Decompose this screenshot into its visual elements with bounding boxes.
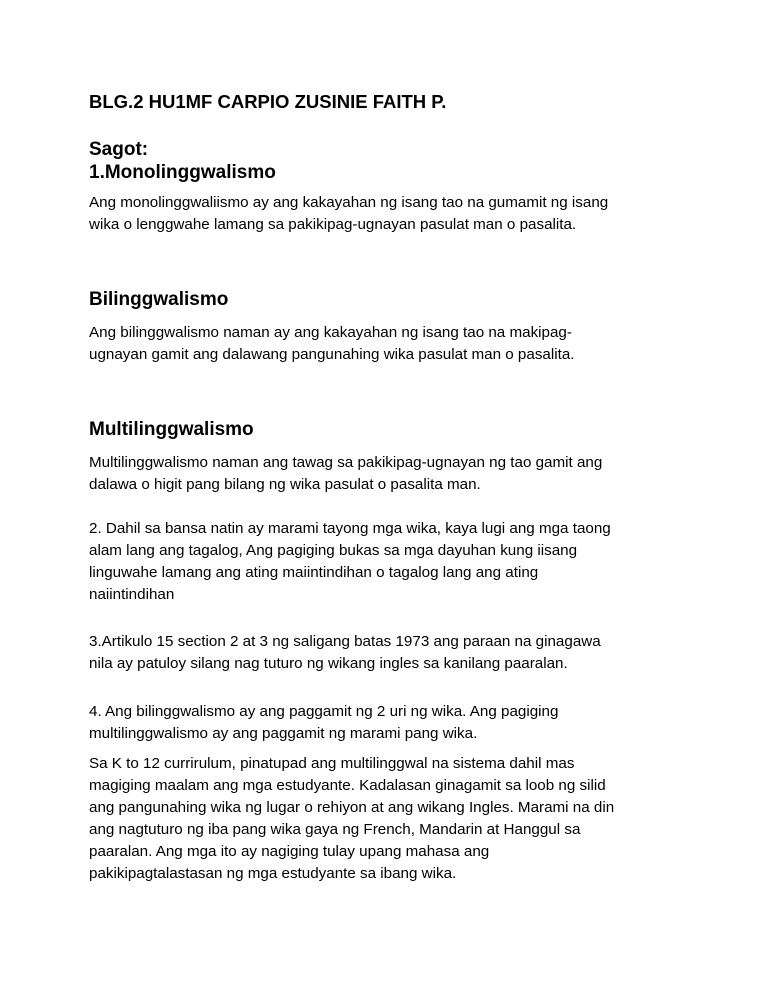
answers-label: Sagot: bbox=[89, 139, 149, 160]
text-line: alam lang ang tagalog, Ang pagiging bukas sa mga dayuhan kung iisang bbox=[89, 542, 578, 559]
text-line: ang nagtuturo ng iba pang wika gaya ng French, Mandarin at Hanggul sa bbox=[89, 821, 581, 838]
text-line: 4. Ang bilinggwalismo ay ang paggamit ng 2 uri ng wika. Ang pagiging bbox=[89, 703, 559, 720]
text-line: Sa K to 12 currirulum, pinatupad ang multilinggwal na sistema dahil mas bbox=[89, 755, 575, 772]
text-line: dalawa o higit pang bilang ng wika pasulat o pasalita man. bbox=[89, 476, 481, 493]
text-line: naiintindihan bbox=[89, 586, 175, 603]
text-line: 3.Artikulo 15 section 2 at 3 ng saligang batas 1973 ang paraan na ginagawa bbox=[89, 633, 601, 650]
paragraph-answer-2 bbox=[89, 518, 689, 606]
heading-bilinggwalismo: Bilinggwalismo bbox=[89, 289, 229, 310]
heading-monolinggwalismo: 1.Monolinggwalismo bbox=[89, 162, 276, 183]
paragraph-answer-4-continued bbox=[89, 753, 689, 885]
text-line: ugnayan gamit ang dalawang pangunahing wika pasulat man o pasalita. bbox=[89, 346, 575, 363]
text-line: magiging maalam ang mga estudyante. Kadalasan ginagamit sa loob ng silid bbox=[89, 777, 606, 794]
text-line: Multilinggwalismo naman ang tawag sa pakikipag-ugnayan ng tao gamit ang bbox=[89, 454, 603, 471]
text-line: nila ay patuloy silang nag tuturo ng wikang ingles sa kanilang paaralan. bbox=[89, 655, 568, 672]
text-line: 2. Dahil sa bansa natin ay marami tayong mga wika, kaya lugi ang mga taong bbox=[89, 520, 611, 537]
text-line: linguwahe lamang ang ating maiintindihan o tagalog lang ang ating bbox=[89, 564, 539, 581]
paragraph-bilinggwalismo bbox=[89, 322, 689, 366]
text-line: multilinggwalismo ay ang paggamit ng marami pang wika. bbox=[89, 725, 478, 742]
paragraph-multilinggwalismo bbox=[89, 452, 689, 496]
heading-multilinggwalismo: Multilinggwalismo bbox=[89, 419, 254, 440]
paragraph-monolinggwalismo bbox=[89, 192, 689, 236]
paragraph-answer-3 bbox=[89, 631, 689, 675]
text-line: Ang monolinggwaliismo ay ang kakayahan ng isang tao na gumamit ng isang bbox=[89, 194, 609, 211]
document-title: BLG.2 HU1MF CARPIO ZUSINIE FAITH P. bbox=[89, 91, 447, 112]
text-line: paaralan. Ang mga ito ay nagiging tulay upang mahasa ang bbox=[89, 843, 490, 860]
text-line: pakikipagtalastasan ng mga estudyante sa ibang wika. bbox=[89, 865, 457, 882]
text-line: ang pangunahing wika ng lugar o rehiyon at ang wikang Ingles. Marami na din bbox=[89, 799, 615, 816]
text-line: Ang bilinggwalismo naman ay ang kakayahan ng isang tao na makipag- bbox=[89, 324, 572, 341]
paragraph-answer-4 bbox=[89, 701, 689, 745]
text-line: wika o lenggwahe lamang sa pakikipag-ugnayan pasulat man o pasalita. bbox=[89, 216, 577, 233]
